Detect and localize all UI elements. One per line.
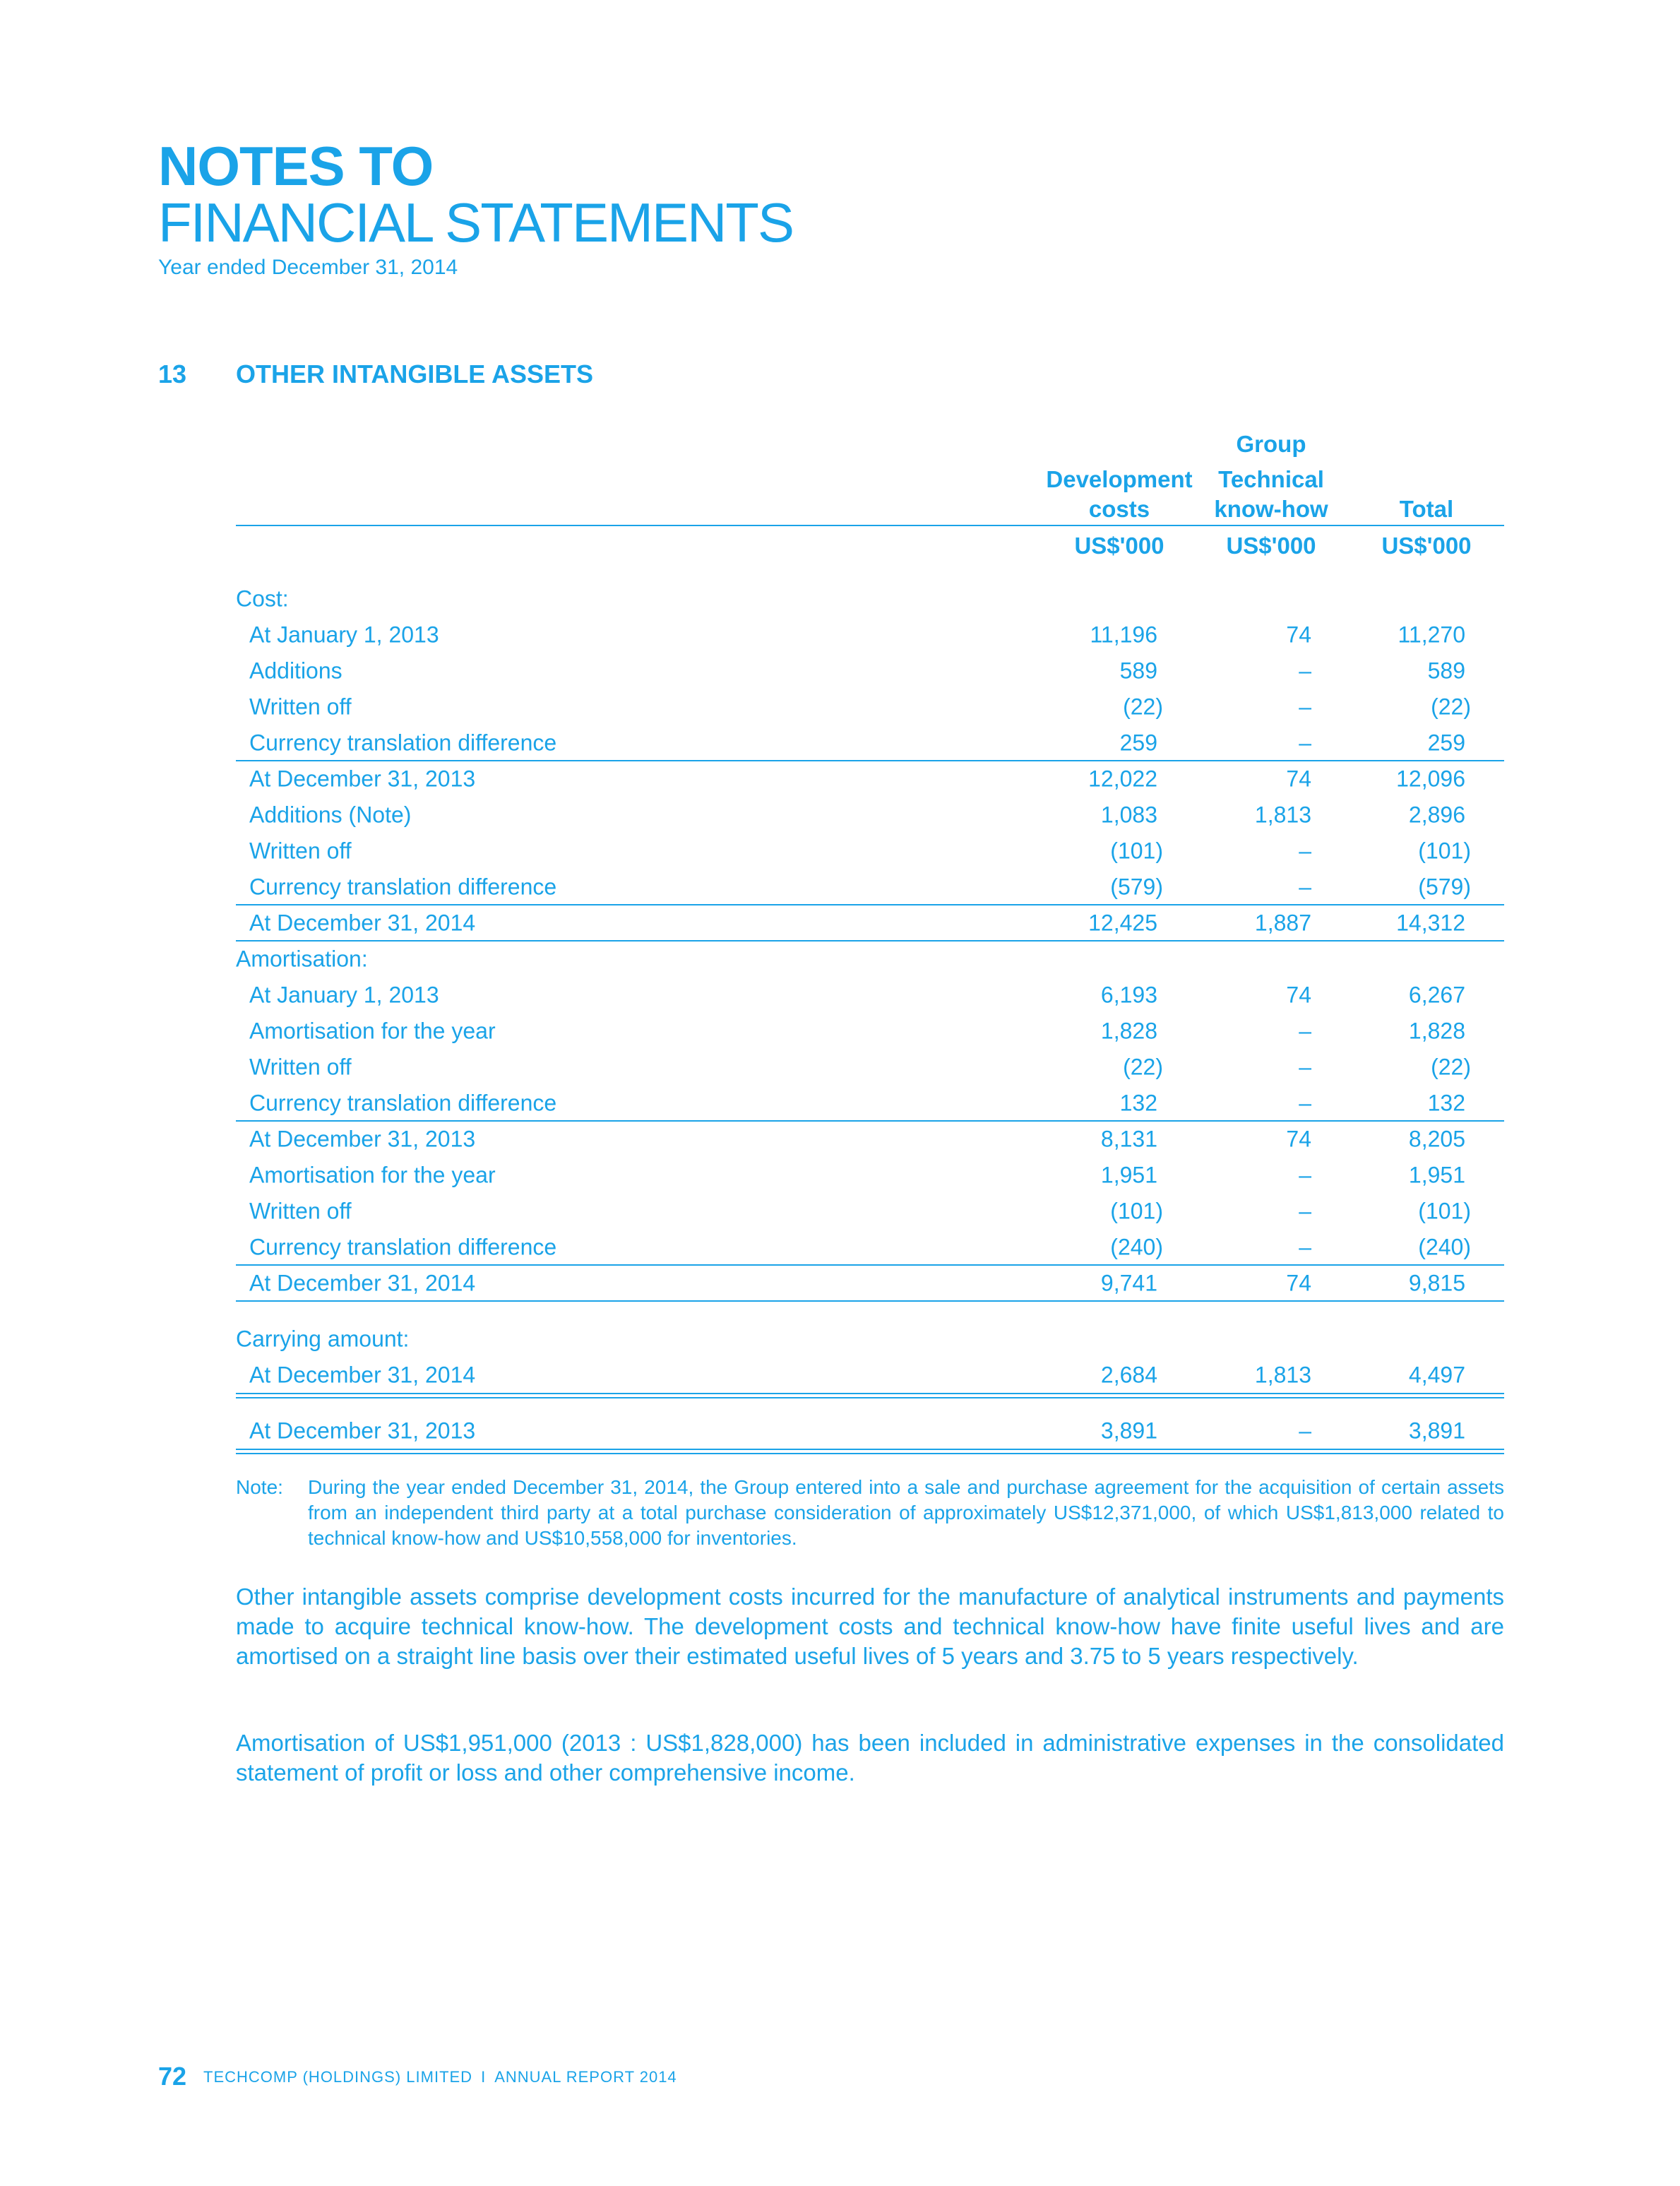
total-rule [236,1300,1504,1302]
cell-technical: 74 [1286,1126,1311,1151]
unit-total: US$'000 [1381,533,1472,559]
table-row [0,1013,1680,1049]
section-label-amortisation: Amortisation: [236,946,368,971]
cell-development: (22) [1123,1054,1163,1079]
table-row [0,941,1680,977]
cell-development: 8,131 [1100,1126,1157,1151]
cell-technical: 74 [1286,1270,1311,1295]
cell-development: 12,022 [1088,766,1157,791]
table-row [0,617,1680,653]
column-header-development-line1: Development [1046,466,1193,492]
page-subtitle: Year ended December 31, 2014 [158,256,458,279]
row-label: Written off [249,838,352,863]
cell-development: 1,951 [1100,1162,1157,1187]
table-row [0,1229,1680,1265]
row-label: Currency translation difference [249,1090,557,1115]
page-number: 72 [158,2062,187,2091]
unit-development: US$'000 [1074,533,1164,559]
table-row [0,581,1680,617]
cell-technical: – [1299,874,1311,899]
table-row [0,1049,1680,1085]
table-row [0,1321,1680,1357]
section-title: OTHER INTANGIBLE ASSETS [236,360,594,388]
cell-development: 1,828 [1100,1018,1157,1043]
page-title-line1: NOTES TO [158,135,434,197]
table-row [0,689,1680,725]
cell-development: 11,196 [1090,622,1157,647]
table-row [0,905,1680,941]
group-label: Group [1236,431,1306,457]
footer-separator: I [481,2068,487,2086]
table-row [0,977,1680,1013]
table-row [0,1265,1680,1301]
cell-development: (101) [1110,838,1163,863]
cell-development: 259 [1119,730,1157,755]
row-label: Amortisation for the year [249,1162,496,1187]
row-label: At December 31, 2013 [249,1126,476,1151]
cell-development: 12,425 [1088,910,1157,935]
row-label: At December 31, 2014 [249,1362,476,1387]
cell-development: 132 [1119,1090,1157,1115]
cell-technical: 1,887 [1254,910,1311,935]
cell-total: 8,205 [1408,1126,1465,1151]
cell-total: (22) [1431,694,1471,719]
row-label: At December 31, 2013 [249,766,476,791]
row-label: Additions (Note) [249,802,412,827]
cell-development: 6,193 [1100,982,1157,1007]
cell-total: (22) [1431,1054,1471,1079]
paragraph-intangible-assets: Other intangible assets comprise development costs incurred for the manufacture of analytical instruments and payments made to acquire technical know-how. The development costs and technical know-how have finite useful lives and are amortised on a straight line basis over their estimated useful lives of 5 years and 3.75 to 5 years respectively. [236,1584,1504,1669]
footer-company: TECHCOMP (HOLDINGS) LIMITED [203,2068,473,2086]
row-label: At December 31, 2013 [249,1418,476,1443]
cell-development: (22) [1123,694,1163,719]
table-row [0,1085,1680,1121]
cell-total: (101) [1418,838,1471,863]
table-row [0,797,1680,833]
cell-development: 589 [1119,658,1157,683]
cell-development: (579) [1110,874,1163,899]
cell-technical: 1,813 [1254,1362,1311,1387]
double-rule-bottom [236,1453,1504,1454]
section-label-carrying: Carrying amount: [236,1326,410,1351]
row-label: Written off [249,1054,352,1079]
note-label: Note: [236,1476,283,1498]
table-row [0,1157,1680,1193]
cell-total: (579) [1418,874,1471,899]
cell-technical: – [1299,1162,1311,1187]
cell-total: 1,951 [1408,1162,1465,1187]
cell-development: 2,684 [1100,1362,1157,1387]
row-label: Written off [249,1198,352,1223]
row-label: Currency translation difference [249,1234,557,1259]
cell-development: 1,083 [1100,802,1157,827]
row-label: Written off [249,694,352,719]
double-rule-top [236,1393,1504,1394]
table-row [0,869,1680,905]
cell-development: 9,741 [1100,1270,1157,1295]
column-header-technical-line2: know-how [1214,496,1328,522]
paragraph-amortisation: Amortisation of US$1,951,000 (2013 : US$1,828,000) has been included in administrative expenses in the consolidated statement of profit or loss and other comprehensive income. [236,1730,1504,1786]
row-label: At December 31, 2014 [249,1270,476,1295]
cell-development: (240) [1110,1234,1163,1259]
cell-total: 259 [1427,730,1465,755]
cell-technical: – [1299,1234,1311,1259]
note-text: During the year ended December 31, 2014, the Group entered into a sale and purchase agreement for the acquisition of certain assets from an independent third party at a total purchase consideration of approximately US$12,371,000, of which US$1,813,000 related to technical know-how and US$10,558,000 for inventories. [308,1476,1504,1549]
cell-total: (240) [1418,1234,1471,1259]
column-header-total: Total [1399,496,1454,522]
cell-technical: – [1299,1054,1311,1079]
table-row [0,833,1680,869]
row-label: At January 1, 2013 [249,622,439,647]
cell-total: 14,312 [1396,910,1465,935]
row-label: Amortisation for the year [249,1018,496,1043]
cell-technical: – [1299,694,1311,719]
row-label: Additions [249,658,342,683]
cell-technical: – [1299,658,1311,683]
cell-total: 12,096 [1396,766,1465,791]
cell-technical: – [1299,1090,1311,1115]
cell-technical: 1,813 [1254,802,1311,827]
table-row [0,725,1680,761]
cell-total: 6,267 [1408,982,1465,1007]
table-row [0,1413,1680,1449]
cell-total: 3,891 [1408,1418,1465,1443]
row-label: At December 31, 2014 [249,910,476,935]
section-number: 13 [158,360,187,388]
table-row [0,1193,1680,1229]
double-rule-top [236,1449,1504,1450]
cell-total: 1,828 [1408,1018,1465,1043]
row-label: Currency translation difference [249,730,557,755]
footer [203,2069,677,2085]
double-rule-bottom [236,1397,1504,1398]
footer-report: ANNUAL REPORT 2014 [494,2068,677,2086]
cell-technical: – [1299,730,1311,755]
table-row [0,653,1680,689]
cell-technical: 74 [1286,982,1311,1007]
cell-total: 11,270 [1398,622,1465,647]
page-title-line2: FINANCIAL STATEMENTS [158,191,793,254]
column-header-development-line2: costs [1088,496,1150,522]
cell-total: (101) [1418,1198,1471,1223]
cell-technical: – [1299,1018,1311,1043]
header-rule [236,525,1504,526]
cell-total: 2,896 [1408,802,1465,827]
table-row [0,1357,1680,1393]
cell-total: 4,497 [1408,1362,1465,1387]
cell-development: 3,891 [1100,1418,1157,1443]
row-label: Currency translation difference [249,874,557,899]
cell-total: 9,815 [1408,1270,1465,1295]
section-label-cost: Cost: [236,586,289,611]
cell-development: (101) [1110,1198,1163,1223]
cell-technical: – [1299,838,1311,863]
table-row [0,1121,1680,1157]
cell-total: 132 [1427,1090,1465,1115]
row-label: At January 1, 2013 [249,982,439,1007]
cell-technical: 74 [1286,766,1311,791]
unit-technical: US$'000 [1226,533,1316,559]
cell-technical: – [1299,1198,1311,1223]
table-row [0,761,1680,797]
cell-technical: 74 [1286,622,1311,647]
cell-technical: – [1299,1418,1311,1443]
column-header-technical-line1: Technical [1218,466,1324,492]
cell-total: 589 [1427,658,1465,683]
